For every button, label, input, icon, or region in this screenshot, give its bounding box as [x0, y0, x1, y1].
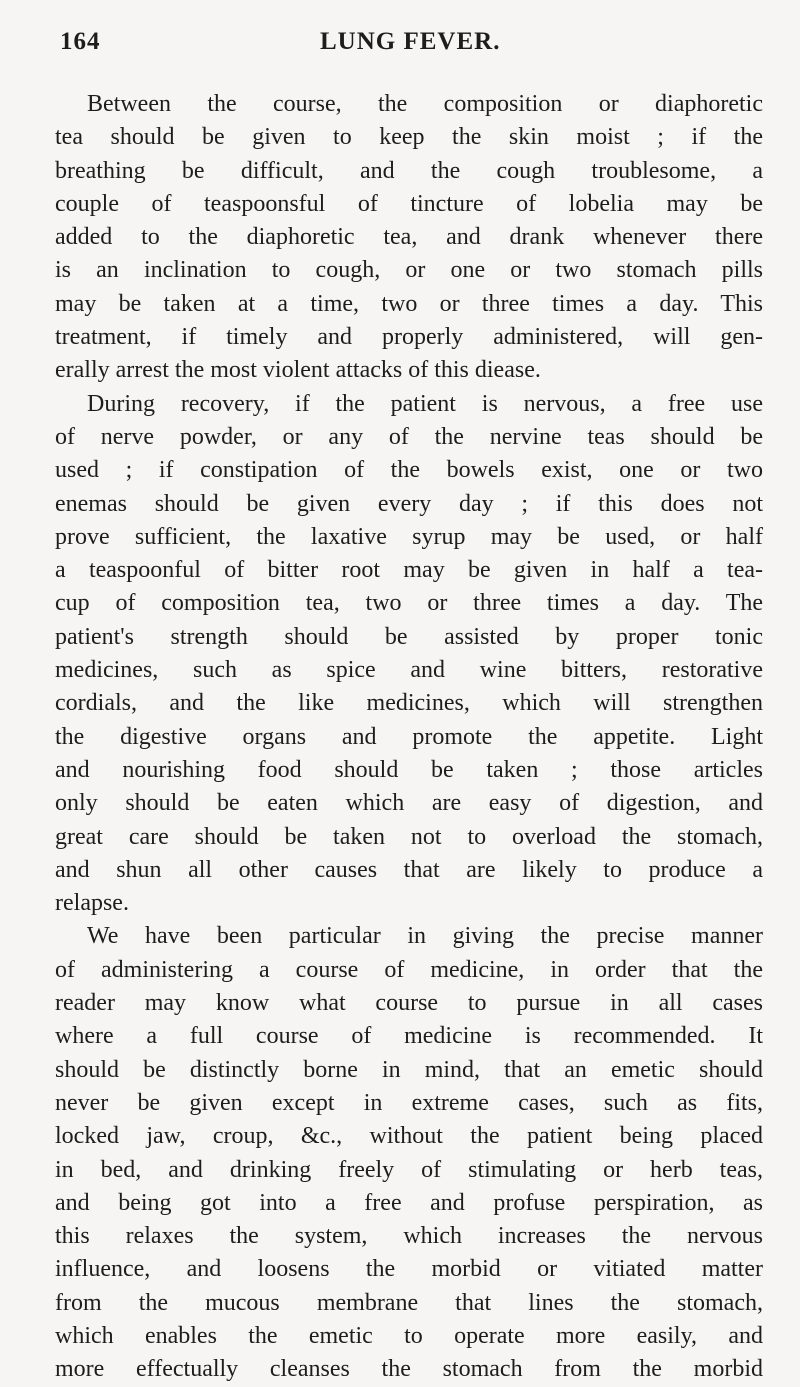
- text-line: where a full course of medicine is recommended. It: [55, 1023, 763, 1050]
- text-line: patient's strength should be assisted by proper tonic: [55, 623, 763, 650]
- text-line: locked jaw, croup, &c., without the patient being placed: [55, 1123, 763, 1150]
- text-line: cup of composition tea, two or three times a day. The: [55, 590, 763, 617]
- text-line: more effectually cleanses the stomach from the morbid: [55, 1356, 763, 1383]
- text-line: breathing be difficult, and the cough troublesome, a: [55, 157, 763, 184]
- text-line: relapse.: [55, 890, 129, 917]
- text-line: this relaxes the system, which increases the nervous: [55, 1223, 763, 1250]
- text-line: medicines, such as spice and wine bitters, restorative: [55, 657, 763, 684]
- text-line: used ; if constipation of the bowels exist, one or two: [55, 457, 763, 484]
- text-line: couple of teaspoonsful of tincture of lobelia may be: [55, 190, 763, 217]
- text-line: enemas should be given every day ; if this does not: [55, 490, 763, 517]
- text-line: a teaspoonful of bitter root may be given in half a tea-: [55, 557, 763, 584]
- text-line: cordials, and the like medicines, which will strengthen: [55, 690, 763, 717]
- text-line: and nourishing food should be taken ; those articles: [55, 756, 763, 783]
- text-line: Between the course, the composition or diaphoretic: [87, 91, 763, 117]
- text-line: erally arrest the most violent attacks of this diease.: [55, 357, 541, 384]
- text-line: treatment, if timely and properly administered, will gen-: [55, 324, 763, 351]
- text-line: from the mucous membrane that lines the stomach,: [55, 1289, 763, 1316]
- text-line: which enables the emetic to operate more easily, and: [55, 1322, 763, 1349]
- text-line: reader may know what course to pursue in all cases: [55, 990, 763, 1017]
- text-line: great care should be taken not to overload the stomach,: [55, 823, 763, 850]
- text-line: of administering a course of medicine, in order that the: [55, 956, 763, 983]
- text-line: tea should be given to keep the skin moist ; if the: [55, 124, 763, 151]
- text-line: is an inclination to cough, or one or two stomach pills: [55, 257, 763, 284]
- page-number: 164: [60, 28, 101, 55]
- body-text: [55, 88, 763, 1387]
- text-line: prove sufficient, the laxative syrup may be used, or half: [55, 523, 763, 550]
- text-line: may be taken at a time, two or three times a day. This: [55, 290, 763, 317]
- running-title: LUNG FEVER.: [320, 28, 501, 55]
- text-line: and being got into a free and profuse perspiration, as: [55, 1189, 763, 1216]
- text-line: never be given except in extreme cases, such as fits,: [55, 1089, 763, 1116]
- text-line: should be distinctly borne in mind, that an emetic should: [55, 1056, 763, 1083]
- text-line: of nerve powder, or any of the nervine teas should be: [55, 423, 763, 450]
- text-line: in bed, and drinking freely of stimulating or herb teas,: [55, 1156, 763, 1183]
- text-line: and shun all other causes that are likely to produce a: [55, 856, 763, 883]
- text-line: the digestive organs and promote the appetite. Light: [55, 723, 763, 750]
- text-line: influence, and loosens the morbid or vitiated matter: [55, 1256, 763, 1283]
- text-line: We have been particular in giving the precise manner: [87, 923, 763, 950]
- running-head: [60, 28, 770, 68]
- text-line: During recovery, if the patient is nervous, a free use: [87, 390, 763, 417]
- text-line: added to the diaphoretic tea, and drank whenever there: [55, 224, 763, 251]
- text-line: only should be eaten which are easy of digestion, and: [55, 790, 763, 817]
